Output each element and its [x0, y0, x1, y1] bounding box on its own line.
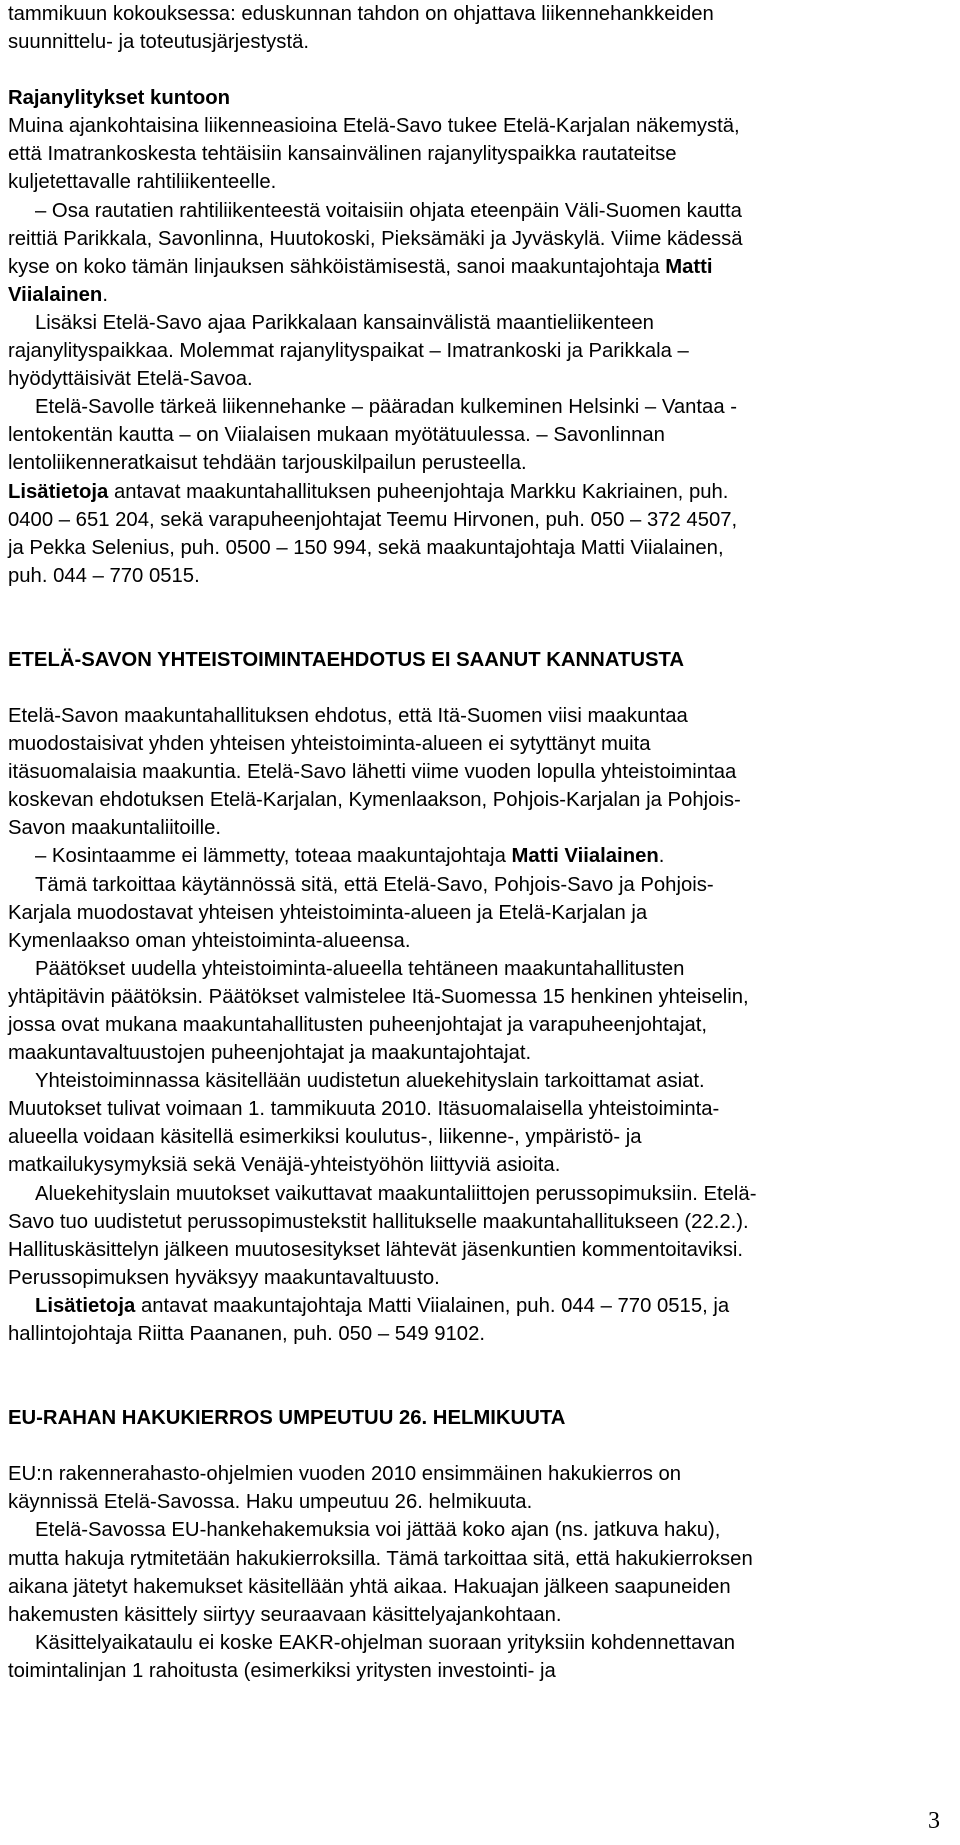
person-name: Matti	[665, 255, 713, 278]
text-line: – Osa rautatien rahtiliikenteestä voitaisiin ohjata eteenpäin Väli-Suomen kautta	[35, 199, 742, 222]
section-cooperation-proposal	[8, 646, 948, 1348]
text-line: tammikuun kokouksessa: eduskunnan tahdon on ohjattava liikennehankkeiden	[8, 3, 714, 25]
text-line: Hallituskäsittelyn jälkeen muutosesitykset lähtevät jäsenkuntien kommentoitaviksi.	[8, 1238, 743, 1261]
text-line: muodostaisivat yhden yhteisen yhteistoiminta-alueen ei sytyttänyt muita	[8, 733, 651, 756]
text-line: Kymenlaakso oman yhteistoiminta-alueensa.	[8, 929, 411, 952]
contact-info	[8, 1292, 948, 1348]
paragraph	[8, 197, 948, 309]
paragraph	[8, 702, 948, 842]
text-line: hallintojohtaja Riitta Paananen, puh. 050 – 549 9102.	[8, 1323, 485, 1346]
text-line: ja Pekka Selenius, puh. 0500 – 150 994, sekä maakuntajohtaja Matti Viialainen,	[8, 536, 724, 559]
text-line: Savon maakuntaliitoille.	[8, 817, 222, 840]
text-line: Karjala muodostavat yhteisen yhteistoiminta-alueen ja Etelä-Karjalan ja	[8, 901, 648, 924]
text-line: toimintalinjan 1 rahoitusta (esimerkiksi yritysten investointi- ja	[8, 1659, 556, 1682]
text-line: matkailukysymyksiä sekä Venäjä-yhteistyöhön liittyviä asioita.	[8, 1154, 561, 1177]
text-line: Tämä tarkoittaa käytännössä sitä, että Etelä-Savo, Pohjois-Savo ja Pohjois-	[35, 873, 714, 896]
text-line: hakemusten käsittely siirtyy seuraavaan käsittelyajankohtaan.	[8, 1603, 562, 1626]
text-run: antavat maakuntajohtaja Matti Viialainen, puh. 044 – 770 0515, ja	[135, 1294, 730, 1317]
text-line: puh. 044 – 770 0515.	[8, 564, 200, 587]
text-line: Savo tuo uudistetut perussopimustekstit hallitukselle maakuntahallitukseen (22.2.).	[8, 1210, 749, 1233]
paragraph	[8, 1460, 948, 1516]
text-line: suunnittelu- ja toteutusjärjestystä.	[8, 31, 310, 54]
text-line: Etelä-Savolle tärkeä liikennehanke – pääradan kulkeminen Helsinki – Vantaa -	[35, 396, 737, 419]
text-line: rajanylityspaikkaa. Molemmat rajanylityspaikat – Imatrankoski ja Parikkala –	[8, 340, 689, 363]
text-line: alueella voidaan käsitellä esimerkiksi koulutus-, liikenne-, ympäristö- ja	[8, 1126, 642, 1149]
text-line: itäsuomalaisia maakuntia. Etelä-Savo lähetti viime vuoden lopulla yhteistoimintaa	[8, 761, 737, 784]
text-run: .	[658, 845, 665, 868]
info-label: Lisätietoja	[8, 480, 109, 503]
text-line: Yhteistoiminnassa käsitellään uudistetun aluekehityslain tarkoittamat asiat.	[35, 1070, 705, 1093]
text-line: aikana jätetyt hakemukset käsitellään yhtä aikaa. Hakuajan jälkeen saapuneiden	[8, 1575, 731, 1598]
section-eu-funding	[8, 1404, 948, 1685]
text-line: EU:n rakennerahasto-ohjelmien vuoden 2010 ensimmäinen hakukierros on	[8, 1463, 682, 1486]
subheading: Rajanylitykset kuntoon	[8, 87, 231, 110]
text-line: Käsittelyaikataulu ei koske EAKR-ohjelman suoraan yrityksiin kohdennettavan	[35, 1631, 736, 1654]
quote-line	[8, 842, 948, 870]
document-page	[8, 0, 948, 1685]
text-run: antavat maakuntahallituksen puheenjohtaja Markku Kakriainen, puh.	[108, 480, 729, 503]
text-line	[8, 253, 948, 281]
text-line: hyödyttäisivät Etelä-Savoa.	[8, 368, 253, 391]
text-line: mutta hakuja rytmitetään hakukierroksilla. Tämä tarkoittaa sitä, että hakukierroksen	[8, 1547, 753, 1570]
text-line: Aluekehityslain muutokset vaikuttavat maakuntaliittojen perussopimuksiin. Etelä-	[35, 1182, 757, 1205]
paragraph	[8, 309, 948, 393]
text-line: jossa ovat mukana maakuntahallitusten puheenjohtajat ja varapuheenjohtajat,	[8, 1014, 708, 1036]
text-line: käynnissä Etelä-Savossa. Haku umpeutuu 26. helmikuuta.	[8, 1491, 533, 1514]
contact-info	[8, 478, 948, 590]
paragraph	[8, 1516, 948, 1628]
text-line: maakuntavaltuustojen puheenjohtajat ja maakuntajohtajat.	[8, 1042, 532, 1065]
text-line	[8, 478, 948, 506]
paragraph	[8, 1067, 948, 1179]
text-line: 0400 – 651 204, sekä varapuheenjohtajat Teemu Hirvonen, puh. 050 – 372 4507,	[8, 508, 738, 531]
text-line: koskevan ehdotuksen Etelä-Karjalan, Kymenlaakson, Pohjois-Karjalan ja Pohjois-	[8, 789, 741, 812]
section-border-crossings	[8, 84, 948, 590]
intro-paragraph	[8, 0, 948, 56]
text-line: Päätökset uudella yhteistoiminta-alueella tehtäneen maakuntahallitusten	[35, 957, 685, 980]
text-line: että Imatrankoskesta tehtäisiin kansainvälinen rajanylityspaikka rautateitse	[8, 143, 677, 166]
text-line: Lisäksi Etelä-Savo ajaa Parikkalaan kansainvälistä maantieliikenteen	[35, 311, 654, 334]
paragraph	[8, 1629, 948, 1685]
text-line: Etelä-Savossa EU-hankehakemuksia voi jättää koko ajan (ns. jatkuva haku),	[35, 1519, 721, 1542]
page-number: 3	[928, 1808, 940, 1834]
text-line: lentoliikenneratkaisut tehdään tarjouskilpailun perusteella.	[8, 452, 527, 475]
text-line: Muutokset tulivat voimaan 1. tammikuuta 2010. Itäsuomalaisella yhteistoiminta-	[8, 1098, 720, 1121]
text-line: Perussopimuksen hyväksyy maakuntavaltuusto.	[8, 1266, 440, 1289]
person-name: Matti Viialainen	[511, 845, 659, 868]
text-line	[8, 281, 948, 309]
paragraph	[8, 955, 948, 1067]
paragraph	[8, 393, 948, 477]
text-line: Muina ajankohtaisina liikenneasioina Etelä-Savo tukee Etelä-Karjalan näkemystä,	[8, 115, 740, 138]
text-run: kyse on koko tämän linjauksen sähköistämisestä, sanoi maakuntajohtaja	[8, 255, 666, 278]
text-line: Etelä-Savon maakuntahallituksen ehdotus, että Itä-Suomen viisi maakuntaa	[8, 704, 688, 727]
text-line	[8, 1292, 948, 1320]
person-name: Viialainen	[8, 283, 103, 306]
text-line: reittiä Parikkala, Savonlinna, Huutokoski, Pieksämäki ja Jyväskylä. Viime kädessä	[8, 227, 743, 250]
text-line: kuljetettavalle rahtiliikenteelle.	[8, 171, 277, 194]
paragraph	[8, 112, 948, 196]
text-line: lentokentän kautta – on Viialaisen mukaan myötätuulessa. – Savonlinnan	[8, 424, 665, 447]
text-run: .	[102, 283, 108, 306]
info-label: Lisätietoja	[35, 1294, 136, 1317]
text-run: – Kosintaamme ei lämmetty, toteaa maakuntajohtaja	[35, 845, 512, 868]
paragraph	[8, 1180, 948, 1292]
text-line: yhtäpitävin päätöksin. Päätökset valmistelee Itä-Suomessa 15 henkinen yhteiselin,	[8, 985, 749, 1008]
section-heading: EU-RAHAN HAKUKIERROS UMPEUTUU 26. HELMIKUUTA	[8, 1407, 566, 1430]
paragraph	[8, 871, 948, 955]
section-heading: ETELÄ-SAVON YHTEISTOIMINTAEHDOTUS EI SAANUT KANNATUSTA	[8, 648, 685, 671]
